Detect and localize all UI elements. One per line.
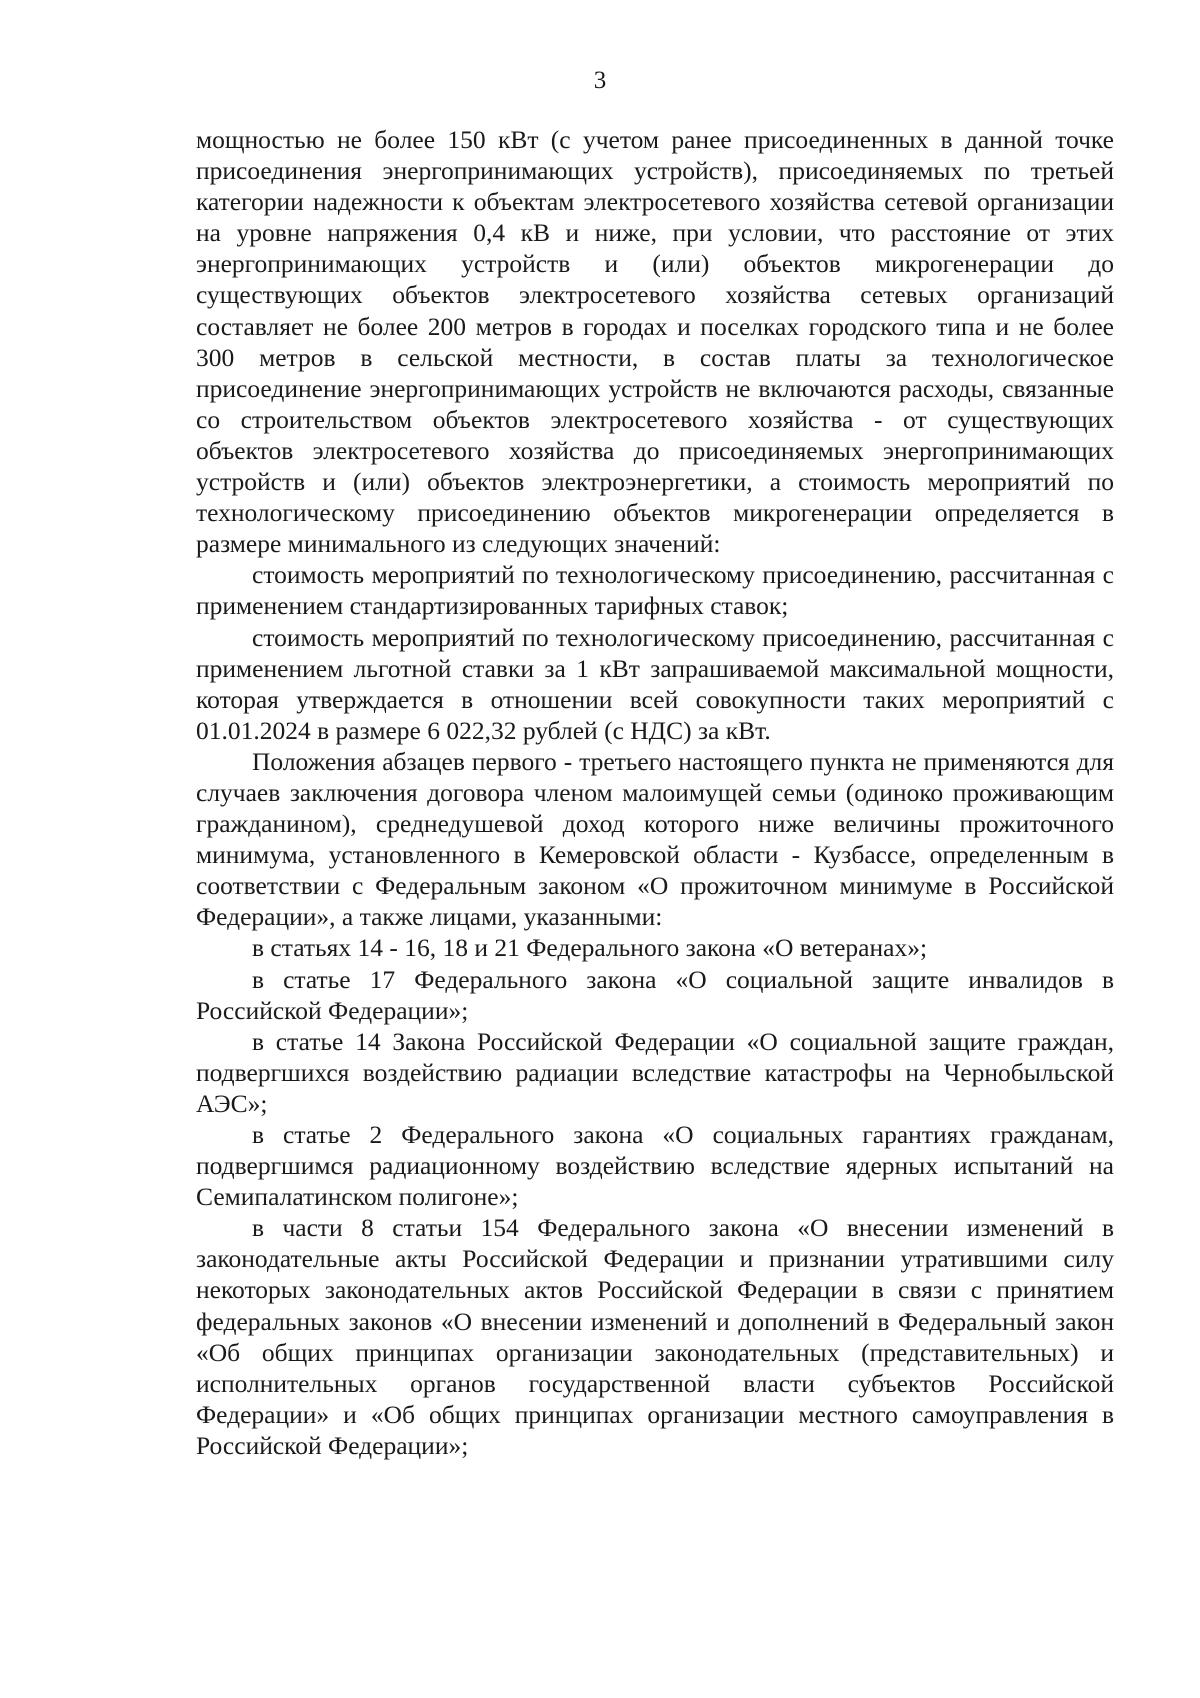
page-number: 3 [593, 67, 607, 94]
paragraph-1: мощностью не более 150 кВт (с учетом ранее присоединенных в данной точке присоединения энергопринимающих устройств), присоединяемых по третьей категории надежности к объектам электросетевого хозяйства сетевой организации на уровне напряжения 0,4 кВ и ниже, при условии, что расстояние от этих энергопринимающих устройств и (или) объектов микрогенерации до существующих объектов электросетевого хозяйства сетевых организаций составляет не более 200 метров в городах и поселках городского типа и не более 300 метров в сельской местности, в состав платы за технологическое присоединение энергопринимающих устройств не включаются расходы, связанные со строительством объектов электросетевого хозяйства - от существующих объектов электросетевого хозяйства до присоединяемых энергопринимающих устройств и (или) объектов электроэнергетики, а стоимость мероприятий по технологическому присоединению объектов микрогенерации определяется в размере минимального из следующих значений: [196, 125, 1114, 559]
paragraph-4: Положения абзацев первого - третьего настоящего пункта не применяются для случаев заключения договора членом малоимущей семьи (одиноко проживающим гражданином), среднедушевой доход которого ниже величины прожиточного минимума, установленного в Кемеровской области - Кузбассе, определенным в соответствии с Федеральным законом «О прожиточном минимуме в Российской Федерации», а также лицами, указанными: [196, 746, 1114, 932]
document-body [196, 124, 1114, 1461]
paragraph-8: в статье 2 Федерального закона «О социальных гарантиях гражданам, подвергшимся радиационному воздействию вследствие ядерных испытаний на Семипалатинском полигоне»; [196, 1120, 1114, 1212]
paragraph-7: в статье 14 Закона Российской Федерации «О социальной защите граждан, подвергшихся воздействию радиации вследствие катастрофы на Чернобыльской АЭС»; [196, 1026, 1114, 1118]
paragraph-3: стоимость мероприятий по технологическому присоединению, рассчитанная с применением льготной ставки за 1 кВт запрашиваемой максимальной мощности, которая утверждается в отношении всей совокупности таких мероприятий с 01.01.2024 в размере 6 022,32 рублей (с НДС) за кВт. [196, 622, 1114, 745]
paragraph-9: в части 8 статьи 154 Федерального закона «О внесении изменений в законодательные акты Российской Федерации и признании утратившими силу некоторых законодательных актов Российской Федерации в связи с принятием федеральных законов «О внесении изменений и дополнений в Федеральный закон «Об общих принципах организации законодательных (представительных) и исполнительных органов государственной власти субъектов Российской Федерации» и «Об общих принципах организации местного самоуправления в Российской Федерации»; [196, 1213, 1114, 1460]
paragraph-5: в статьях 14 - 16, 18 и 21 Федерального закона «О ветеранах»; [252, 933, 928, 963]
paragraph-2: стоимость мероприятий по технологическому присоединению, рассчитанная с применением стандартизированных тарифных ставок; [196, 560, 1114, 621]
paragraph-6: в статье 17 Федерального закона «О социальной защите инвалидов в Российской Федерации»; [196, 964, 1114, 1025]
